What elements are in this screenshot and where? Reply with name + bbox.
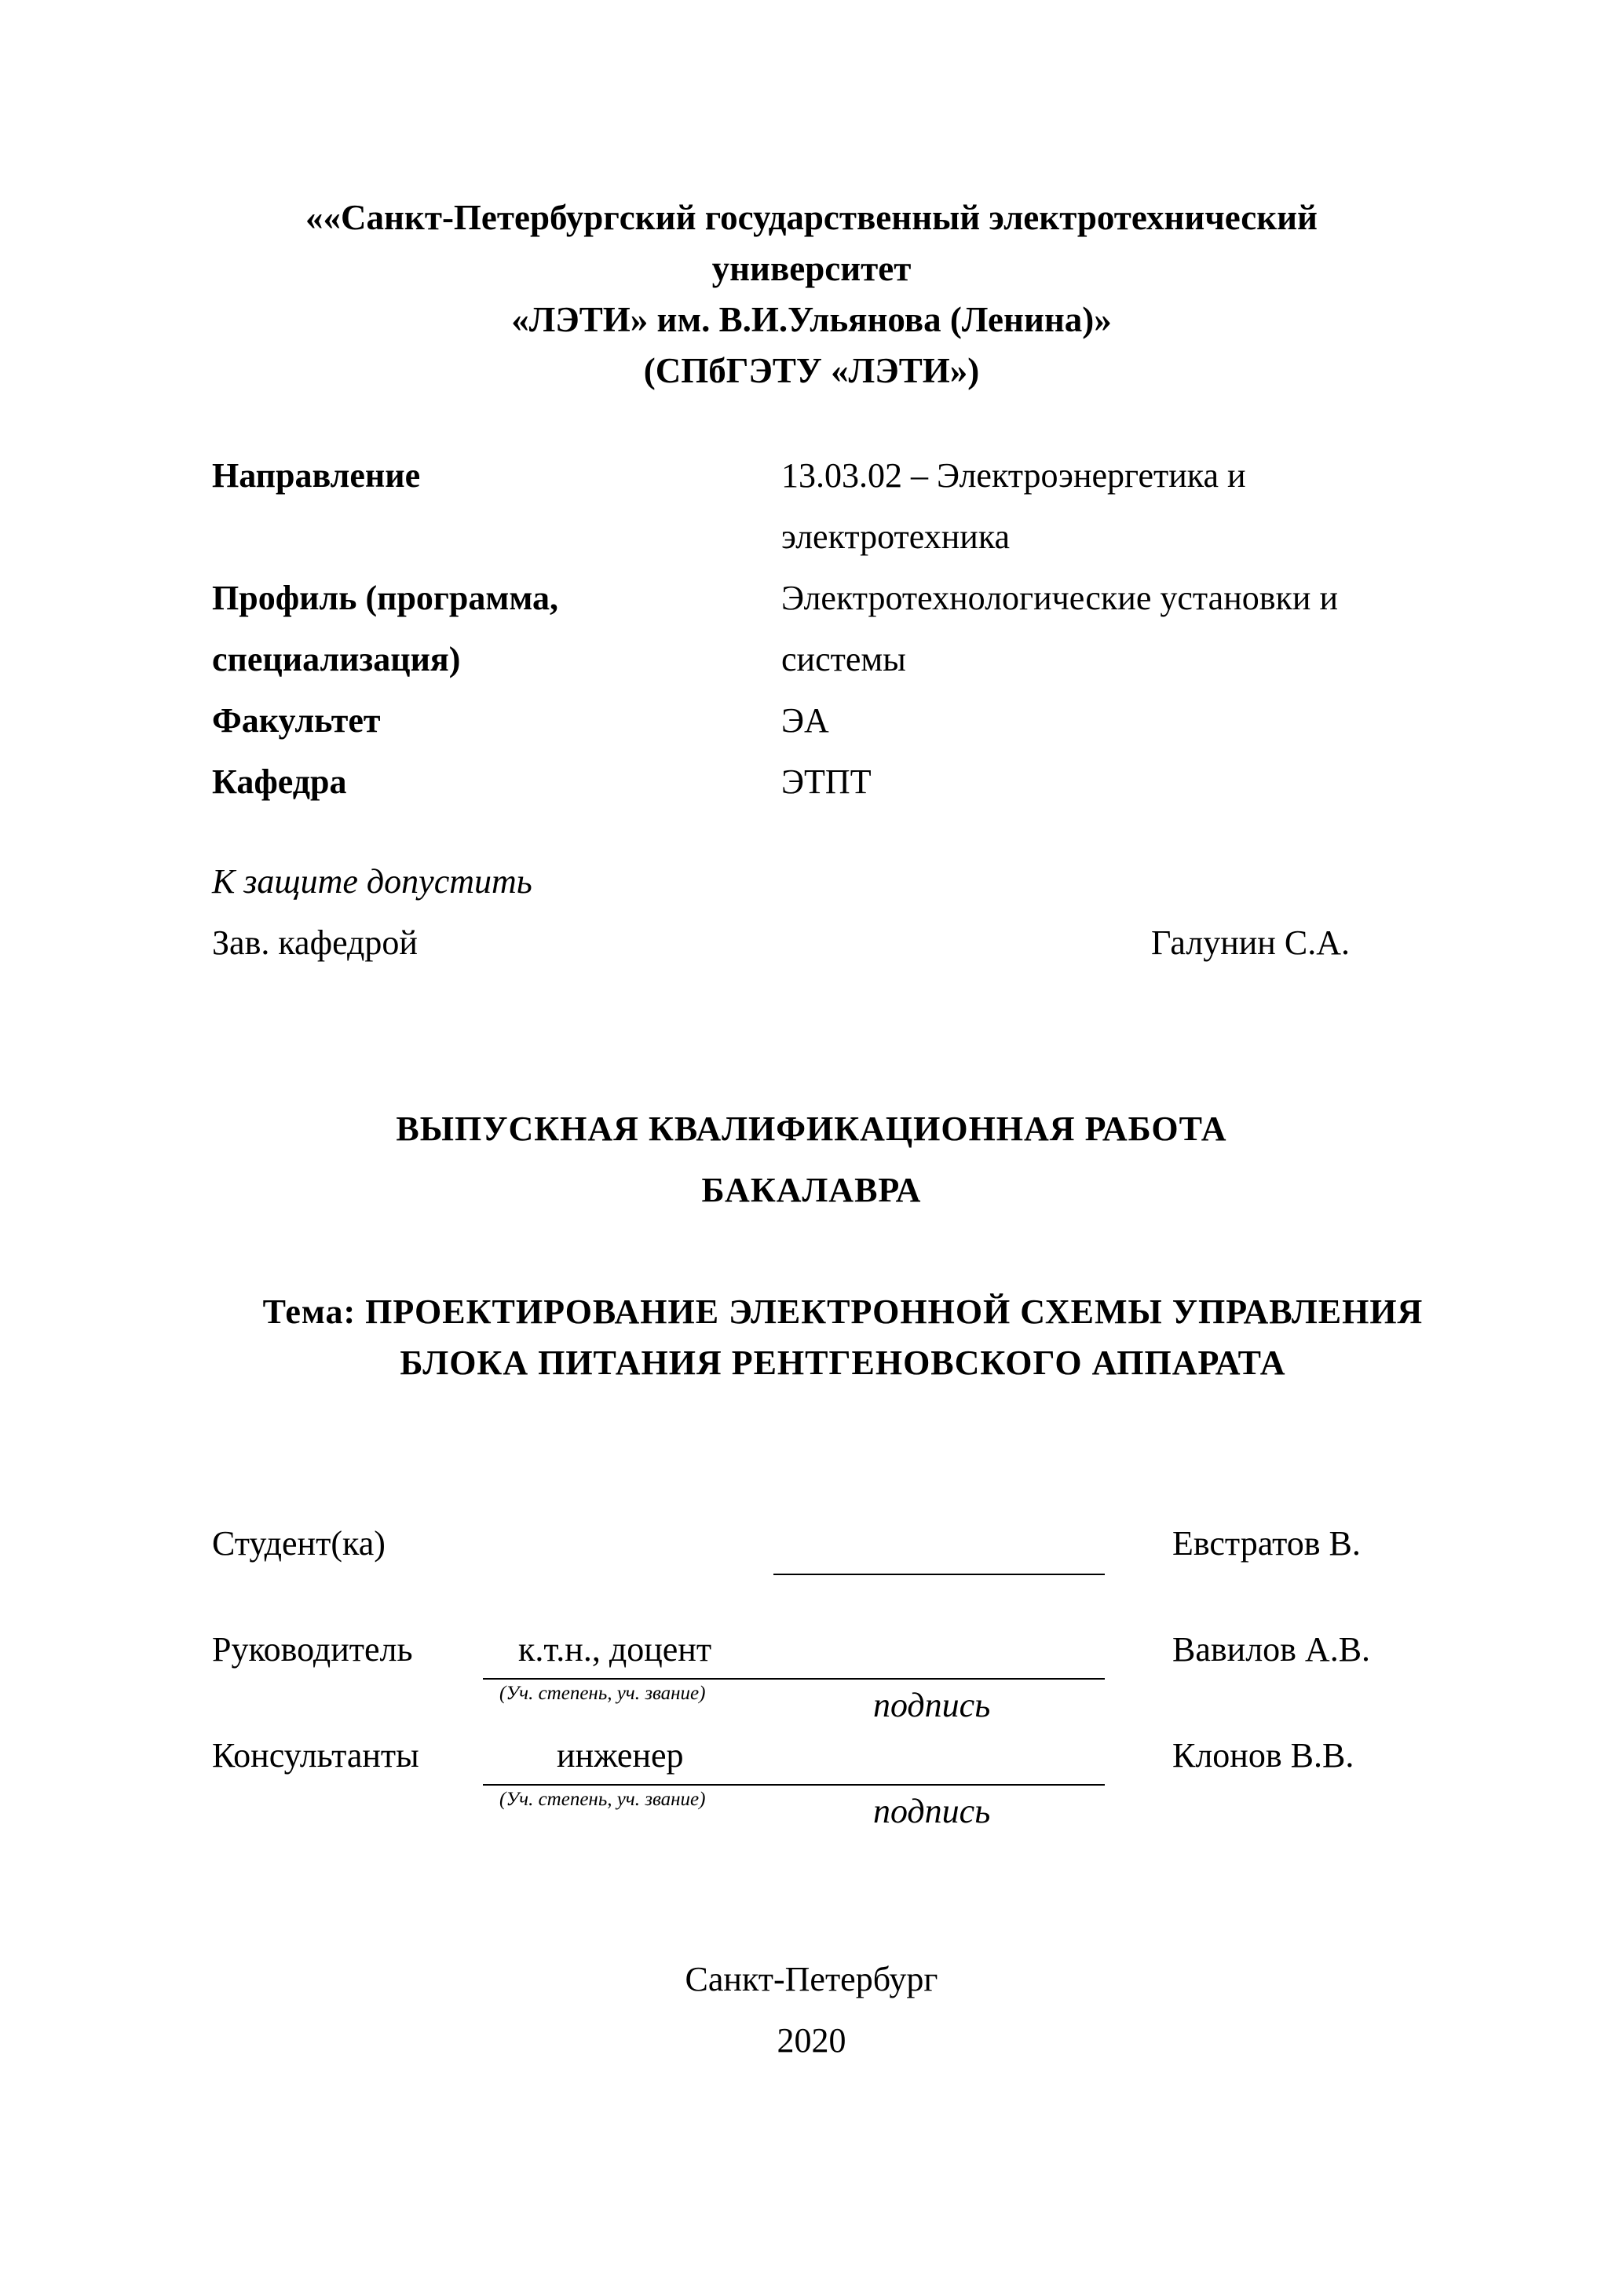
university-name-line1: ««Санкт-Петербургский государственный электротехнический: [305, 198, 1318, 237]
university-name-line2: университет: [711, 249, 912, 288]
topic-line1: Тема: ПРОЕКТИРОВАНИЕ ЭЛЕКТРОННОЙ СХЕМЫ УПРАВЛЕНИЯ: [262, 1292, 1424, 1331]
university-name-line3: «ЛЭТИ» им. В.И.Ульянова (Ленина)»: [511, 300, 1112, 339]
faculty-label: Факультет: [212, 701, 381, 740]
faculty-value: ЭА: [781, 701, 829, 740]
direction-label: Направление: [212, 456, 421, 495]
consultant-sign-caption: подпись: [873, 1792, 991, 1830]
supervisor-label: Руководитель: [212, 1630, 413, 1669]
profile-label-line2: специализация): [212, 640, 461, 678]
profile-label-line1: Профиль (программа,: [212, 579, 559, 617]
city: Санкт-Петербург: [685, 1960, 938, 1998]
head-of-department-name: Галунин С.А.: [1151, 923, 1350, 962]
year: 2020: [777, 2021, 846, 2060]
profile-value-line2: системы: [781, 640, 906, 678]
department-value: ЭТПТ: [781, 762, 872, 801]
student-signature-line: [773, 1574, 1105, 1575]
supervisor-sign-caption: подпись: [873, 1686, 991, 1724]
direction-value-line2: электротехника: [781, 517, 1011, 556]
student-name: Евстратов В.: [1172, 1524, 1361, 1563]
university-abbreviation: (СПбГЭТУ «ЛЭТИ»): [643, 351, 980, 390]
consultant-signature-line: [483, 1784, 1105, 1786]
topic-line2: БЛОКА ПИТАНИЯ РЕНТГЕНОВСКОГО АППАРАТА: [400, 1344, 1286, 1382]
work-type-line2: БАКАЛАВРА: [701, 1171, 922, 1209]
department-label: Кафедра: [212, 762, 347, 801]
direction-value-line1: 13.03.02 – Электроэнергетика и: [781, 456, 1246, 495]
consultant-name: Клонов В.В.: [1172, 1736, 1354, 1775]
consultant-degree: инженер: [557, 1736, 684, 1775]
consultant-label: Консультанты: [212, 1736, 419, 1775]
student-label: Студент(ка): [212, 1524, 386, 1563]
supervisor-degree-note: (Уч. степень, уч. звание): [499, 1683, 706, 1704]
supervisor-name: Вавилов А.В.: [1172, 1630, 1371, 1669]
consultant-degree-note: (Уч. степень, уч. звание): [499, 1789, 706, 1810]
supervisor-signature-line: [483, 1678, 1105, 1680]
head-of-department-label: Зав. кафедрой: [212, 923, 418, 962]
supervisor-degree: к.т.н., доцент: [518, 1630, 712, 1669]
profile-value-line1: Электротехнологические установки и: [781, 579, 1338, 617]
admit-to-defense: К защите допустить: [212, 862, 532, 901]
work-type-line1: ВЫПУСКНАЯ КВАЛИФИКАЦИОННАЯ РАБОТА: [396, 1110, 1227, 1148]
